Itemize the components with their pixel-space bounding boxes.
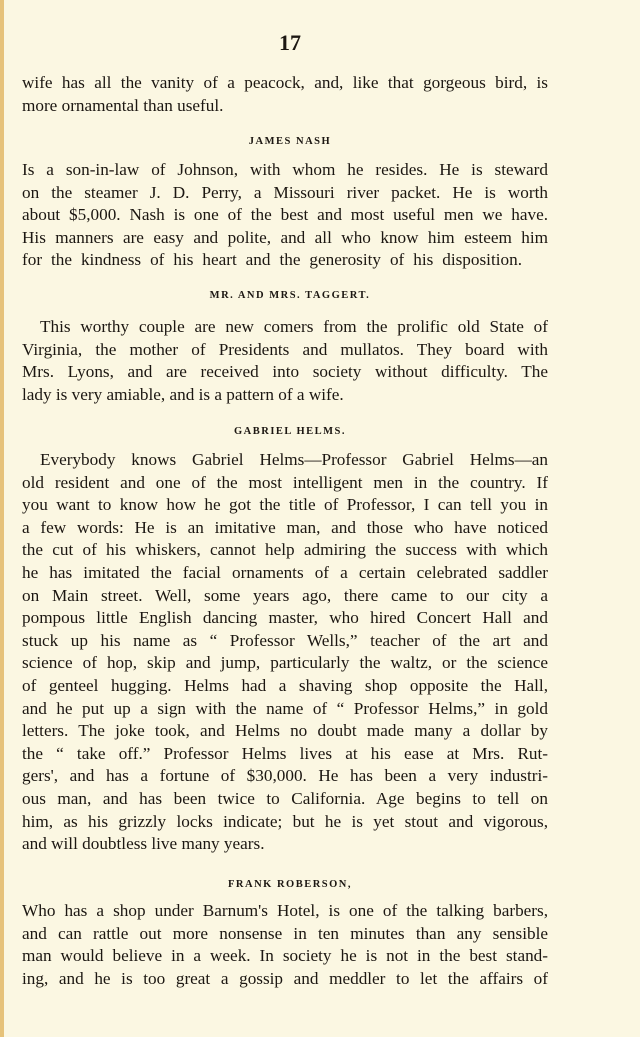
text-line: and can rattle out more nonsense in ten minutes than any sensible [22, 923, 548, 943]
text-line: Mrs. Lyons, and are received into society without difficulty. The [22, 362, 548, 382]
text-line: more ornamental than useful. [22, 95, 224, 115]
section-heading: GABRIEL HELMS. [233, 426, 347, 437]
text-line: the cut of his whiskers, cannot help admiring the success with which [22, 540, 548, 560]
text-line: about $5,000. Nash is one of the best and most useful men we have. [22, 205, 548, 225]
section-paragraph [22, 316, 548, 406]
text-line: This worthy couple are new comers from the prolific old State of [40, 317, 548, 336]
text-line: Who has a shop under Barnum's Hotel, is one of the talking barbers, [22, 901, 548, 920]
text-line: on the steamer J. D. Perry, a Missouri river packet. He is worth [22, 182, 548, 202]
text-line: Everybody knows Gabriel Helms—Professor Gabriel Helms—an [40, 450, 548, 469]
text-line: pompous little English dancing master, who hired Concert Hall and [22, 608, 548, 628]
text-line: ing, and he is too great a gossip and meddler to let the affairs of [22, 968, 548, 988]
text-line: the “ take off.” Professor Helms lives at his ease at Mrs. Rut- [22, 743, 548, 763]
text-line: he has imitated the facial ornaments of a certain celebrated saddler [22, 562, 548, 582]
text-line: him, as his grizzly locks indicate; but he is yet stout and vigorous, [22, 811, 548, 831]
text-line: and he put up a sign with the name of “ Professor Helms,” in gold [22, 698, 548, 718]
text-line: Is a son-in-law of Johnson, with whom he resides. He is steward [22, 160, 548, 179]
text-line: Virginia, the mother of Presidents and mullatos. They board with [22, 339, 548, 359]
text-line: gers', and has a fortune of $30,000. He has been a very industri- [22, 766, 548, 786]
text-line: for the kindness of his heart and the generosity of his disposition. [22, 250, 522, 270]
section-paragraph [22, 159, 548, 272]
text-line: science of hop, skip and jump, particularly the waltz, or the science [22, 653, 548, 673]
text-line: His manners are easy and polite, and all who know him esteem him [22, 227, 548, 247]
text-line: old resident and one of the most intelligent men in the country. If [22, 472, 548, 492]
text-line: a few words: He is an imitative man, and those who have noticed [22, 517, 548, 537]
text-line: and will doubtless live many years. [22, 834, 265, 854]
section-heading: FRANK ROBERSON, [227, 879, 352, 890]
text-line: man would believe in a week. In society he is not in the best stand- [22, 946, 548, 966]
section-paragraph [22, 900, 548, 990]
text-line: wife has all the vanity of a peacock, and, like that gorgeous bird, is [22, 73, 548, 92]
intro-paragraph [22, 72, 548, 117]
text-line: lady is very amiable, and is a pattern of a wife. [22, 384, 344, 404]
page-number: 17 [279, 30, 301, 55]
text-line: of genteel hugging. Helms had a shaving shop opposite the Hall, [22, 675, 548, 695]
section-paragraph [22, 449, 548, 856]
text-line: ous man, and has been twice to California. Age begins to tell on [22, 788, 548, 808]
text-line: on Main street. Well, some years ago, there came to our city a [22, 585, 548, 605]
section-heading: JAMES NASH [248, 136, 332, 147]
text-line: you want to know how he got the title of Professor, I can tell you in [22, 495, 548, 515]
text-line: stuck up his name as “ Professor Wells,” teacher of the art and [22, 630, 548, 650]
text-line: letters. The joke took, and Helms no doubt made many a dollar by [22, 721, 548, 741]
section-heading: MR. AND MRS. TAGGERT. [209, 290, 371, 301]
